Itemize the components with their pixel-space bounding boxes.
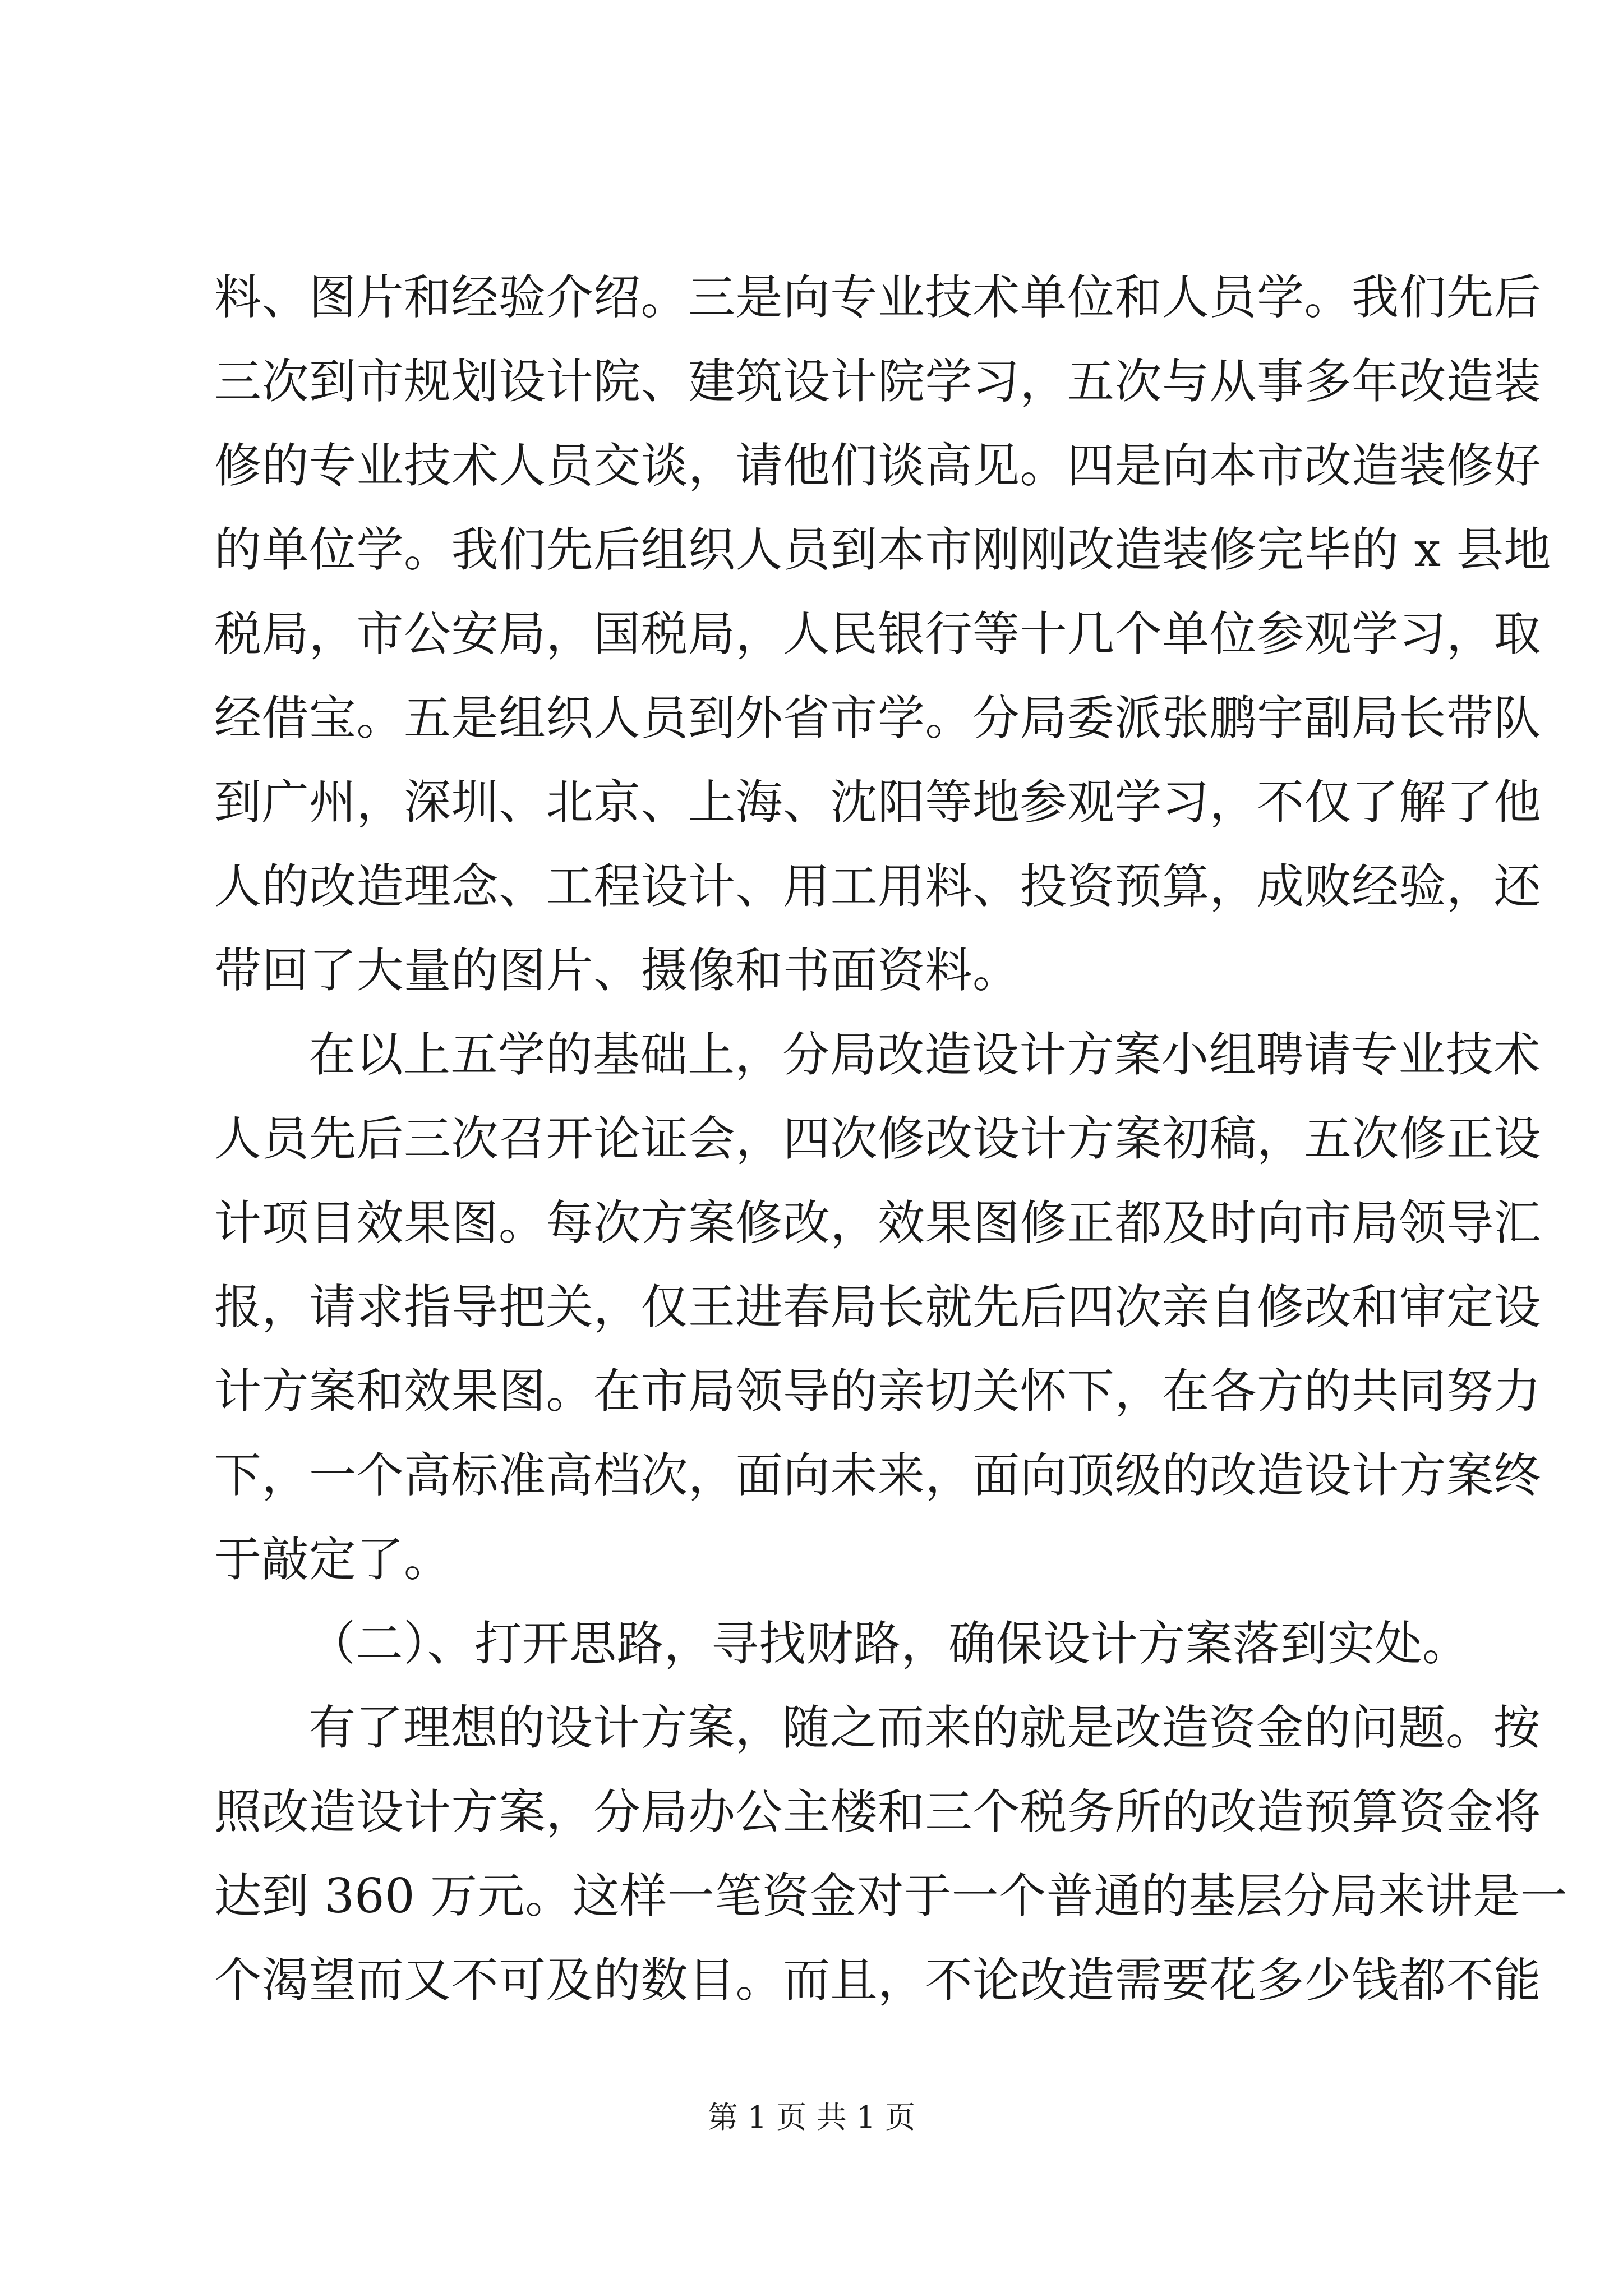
text-line: 计方案和效果图。在市局领导的亲切关怀下，在各方的共同努力 [214, 1364, 1542, 1419]
text-line: 税局，市公安局，国税局，人民银行等十几个单位参观学习，取 [214, 606, 1542, 661]
section-heading: （二）、打开思路，寻找财路，确保设计方案落到实处。 [308, 1616, 1470, 1671]
paragraph-first-line: 在以上五学的基础上，分局改造设计方案小组聘请专业技术 [308, 1027, 1541, 1082]
text-line: 料、图片和经验介绍。三是向专业技术单位和人员学。我们先后 [214, 270, 1542, 325]
text-line: 报，请求指导把关，仅王进春局长就先后四次亲自修改和审定设 [214, 1280, 1542, 1335]
page-footer [0, 2098, 1623, 2137]
document-body [214, 255, 1568, 2022]
text-line: 人的改造理念、工程设计、用工用料、投资预算，成败经验，还 [214, 859, 1542, 914]
paragraph-first-line: 有了理想的设计方案，随之而来的就是改造资金的问题。按 [308, 1700, 1541, 1755]
text-line: 照改造设计方案，分局办公主楼和三个税务所的改造预算资金将 [214, 1784, 1542, 1839]
page-number-label: 第 1 页 共 1 页 [707, 2100, 916, 2135]
text-line: 修的专业技术人员交谈，请他们谈高见。四是向本市改造装修好 [214, 438, 1542, 493]
text-line: 三次到市规划设计院、建筑设计院学习，五次与从事多年改造装 [214, 354, 1542, 409]
text-line: 个渴望而又不可及的数目。而且，不论改造需要花多少钱都不能 [214, 1953, 1542, 2008]
text-line: 下，一个高标准高档次，面向未来，面向顶级的改造设计方案终 [214, 1448, 1542, 1503]
text-line: 带回了大量的图片、摄像和书面资料。 [214, 943, 1020, 998]
text-line: 人员先后三次召开论证会，四次修改设计方案初稿，五次修正设 [214, 1111, 1542, 1166]
text-line: 的单位学。我们先后组织人员到本市刚刚改造装修完毕的 x 县地 [214, 522, 1551, 577]
text-line: 达到 360 万元。这样一笔资金对于一个普通的基层分局来讲是一 [214, 1869, 1568, 1924]
text-line: 到广州，深圳、北京、上海、沈阳等地参观学习，不仅了解了他 [214, 775, 1542, 830]
text-line: 经借宝。五是组织人员到外省市学。分局委派张鹏宇副局长带队 [214, 691, 1542, 746]
text-line: 于敲定了。 [214, 1532, 451, 1587]
text-line: 计项目效果图。每次方案修改，效果图修正都及时向市局领导汇 [214, 1195, 1542, 1250]
